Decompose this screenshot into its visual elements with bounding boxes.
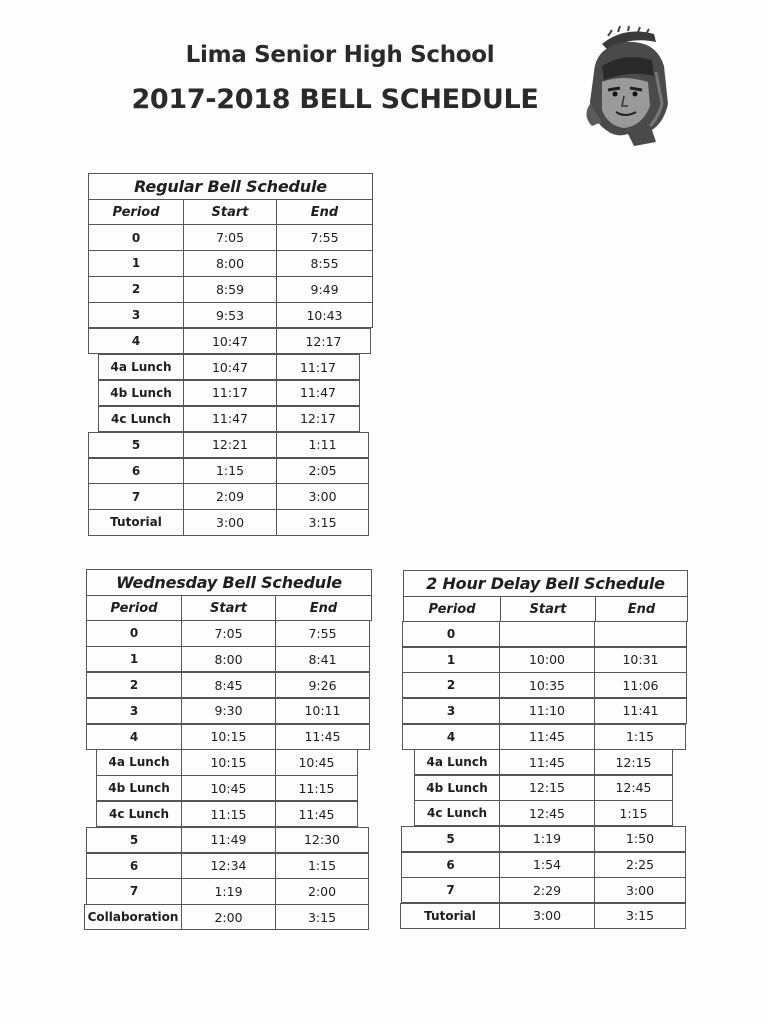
schedule-row-0 <box>88 224 373 250</box>
start-time-cell: 7:05 <box>181 621 275 645</box>
schedule-row-3 <box>88 302 373 328</box>
schedule-row-7 <box>88 483 369 509</box>
spartan-mascot-icon <box>572 26 684 148</box>
period-cell: 0 <box>131 230 141 245</box>
end-time-cell: 8:55 <box>276 251 372 275</box>
period-cell: 4a Lunch <box>108 755 170 770</box>
column-header-period: Period <box>110 600 158 616</box>
period-cell: 1 <box>129 652 139 667</box>
start-time-cell: 10:15 <box>181 750 275 774</box>
period-cell: 4b Lunch <box>110 385 172 400</box>
start-time-cell: 2:09 <box>183 484 276 508</box>
schedule-row-1 <box>402 647 687 673</box>
end-time-cell: 7:55 <box>276 225 372 249</box>
column-header-end: End <box>595 597 687 621</box>
start-time-cell: 1:19 <box>499 827 594 851</box>
end-time-cell: 8:41 <box>275 647 369 671</box>
period-cell: 3 <box>131 308 141 323</box>
period-cell: 4b Lunch <box>426 780 488 795</box>
end-time-cell: 7:55 <box>275 621 369 645</box>
period-cell: 7 <box>446 883 455 898</box>
column-header-end: End <box>275 596 371 620</box>
regular-bell-schedule <box>88 173 388 553</box>
period-cell: Collaboration <box>87 910 179 925</box>
start-time-cell: 8:00 <box>181 647 275 671</box>
end-time-cell: 11:06 <box>594 673 686 697</box>
period-cell: 4c Lunch <box>110 411 172 426</box>
period-cell: 4c Lunch <box>426 806 488 821</box>
end-time-cell: 11:45 <box>275 802 357 826</box>
schedule-row-5 <box>86 827 369 853</box>
schedule-row-6 <box>88 458 369 484</box>
start-time-cell: 12:15 <box>499 776 594 800</box>
end-time-cell: 3:15 <box>275 905 368 929</box>
start-time-cell: 11:49 <box>181 828 275 852</box>
school-name: Lima Senior High School <box>185 42 495 68</box>
start-time-cell: 8:45 <box>181 673 275 697</box>
end-time-cell: 1:15 <box>594 725 685 749</box>
start-time-cell: 1:54 <box>499 853 594 877</box>
start-time-cell: 3:00 <box>499 904 594 928</box>
start-time-cell: 1:15 <box>183 459 276 483</box>
period-cell: 4b Lunch <box>108 781 170 796</box>
end-time-cell: 11:17 <box>276 355 359 379</box>
period-cell: 1 <box>446 652 456 667</box>
schedule-row-collaboration <box>84 904 369 930</box>
end-time-cell: 2:05 <box>276 459 368 483</box>
end-time-cell: 1:11 <box>276 433 368 457</box>
period-cell: 4 <box>129 729 139 744</box>
period-cell: 0 <box>446 627 456 642</box>
start-time-cell: 12:45 <box>499 801 594 825</box>
start-time-cell: 7:05 <box>183 225 276 249</box>
end-time-cell: 10:43 <box>276 303 372 327</box>
schedule-row-6 <box>86 853 369 879</box>
end-time-cell: 10:31 <box>594 648 686 672</box>
start-time-cell <box>499 622 594 646</box>
end-time-cell: 10:45 <box>275 750 357 774</box>
schedule-row-4 <box>88 328 371 354</box>
period-cell: 6 <box>446 857 455 872</box>
end-time-cell: 3:00 <box>594 878 685 902</box>
schedule-title: Wednesday Bell Schedule <box>86 569 372 596</box>
schedule-row-3 <box>86 698 370 724</box>
period-cell: 4 <box>446 729 456 744</box>
schedule-row-4 <box>402 724 686 750</box>
schedule-row-4b-lunch <box>96 775 358 801</box>
start-time-cell: 10:47 <box>183 329 276 353</box>
period-cell: 3 <box>446 703 456 718</box>
wednesday-bell-schedule <box>86 569 386 949</box>
column-header-end: End <box>276 200 372 224</box>
schedule-row-4c-lunch <box>98 406 360 432</box>
period-cell: 2 <box>131 282 141 297</box>
column-header-start: Start <box>500 597 595 621</box>
end-time-cell: 12:17 <box>276 407 359 431</box>
end-time-cell: 11:41 <box>594 699 686 723</box>
schedule-title: 2 Hour Delay Bell Schedule <box>403 570 688 597</box>
column-header-row <box>88 199 373 225</box>
start-time-cell: 8:59 <box>183 277 276 301</box>
end-time-cell: 11:45 <box>275 725 369 749</box>
schedule-row-4a-lunch <box>98 354 360 380</box>
period-cell: 6 <box>131 463 141 478</box>
column-header-start: Start <box>183 200 276 224</box>
schedule-row-tutorial <box>400 903 686 929</box>
start-time-cell: 12:21 <box>183 433 276 457</box>
schedule-row-4 <box>86 724 370 750</box>
end-time-cell: 11:47 <box>276 381 359 405</box>
schedule-row-4c-lunch <box>414 800 673 826</box>
schedule-row-7 <box>86 878 369 904</box>
column-header-row <box>403 596 688 622</box>
period-cell: 7 <box>129 884 139 899</box>
end-time-cell: 3:15 <box>276 510 368 534</box>
schedule-row-0 <box>402 621 687 647</box>
schedule-row-4c-lunch <box>96 801 358 827</box>
period-cell: 2 <box>129 678 139 693</box>
end-time-cell: 11:15 <box>275 776 357 800</box>
start-time-cell: 11:17 <box>183 381 276 405</box>
start-time-cell: 9:53 <box>183 303 276 327</box>
end-time-cell: 9:26 <box>275 673 369 697</box>
start-time-cell: 11:15 <box>181 802 275 826</box>
column-header-period: Period <box>428 601 476 617</box>
column-header-start: Start <box>181 596 275 620</box>
start-time-cell: 2:00 <box>181 905 275 929</box>
end-time-cell: 1:15 <box>275 854 368 878</box>
start-time-cell: 11:45 <box>499 725 594 749</box>
start-time-cell: 11:45 <box>499 750 594 774</box>
end-time-cell: 3:00 <box>276 484 368 508</box>
page-title: 2017-2018 BELL SCHEDULE <box>131 84 539 115</box>
end-time-cell: 1:15 <box>594 801 672 825</box>
start-time-cell: 11:10 <box>499 699 594 723</box>
end-time-cell: 12:17 <box>276 329 370 353</box>
schedule-row-1 <box>86 646 370 672</box>
start-time-cell: 9:30 <box>181 699 275 723</box>
period-cell: 3 <box>129 703 139 718</box>
schedule-row-6 <box>401 852 686 878</box>
two-hour-delay-bell-schedule <box>403 570 703 950</box>
start-time-cell: 10:35 <box>499 673 594 697</box>
period-cell: 4a Lunch <box>426 755 488 770</box>
period-cell: Tutorial <box>110 515 162 530</box>
start-time-cell: 1:19 <box>181 879 275 903</box>
schedule-row-tutorial <box>88 509 369 535</box>
end-time-cell: 2:25 <box>594 853 685 877</box>
start-time-cell: 10:15 <box>181 725 275 749</box>
schedule-row-4a-lunch <box>414 749 673 775</box>
start-time-cell: 2:29 <box>499 878 594 902</box>
period-cell: 0 <box>129 626 139 641</box>
start-time-cell: 10:00 <box>499 648 594 672</box>
schedule-row-5 <box>401 826 686 852</box>
schedule-row-5 <box>88 432 369 458</box>
period-cell: 5 <box>446 831 455 846</box>
period-cell: 5 <box>129 832 139 847</box>
schedule-row-2 <box>88 276 373 302</box>
column-header-period: Period <box>112 204 160 220</box>
schedule-row-2 <box>86 672 370 698</box>
schedule-row-0 <box>86 620 370 646</box>
schedule-row-2 <box>402 672 687 698</box>
end-time-cell: 3:15 <box>594 904 685 928</box>
period-cell: 4c Lunch <box>108 807 170 822</box>
start-time-cell: 10:47 <box>183 355 276 379</box>
schedule-title: Regular Bell Schedule <box>88 173 373 200</box>
start-time-cell: 3:00 <box>183 510 276 534</box>
schedule-row-1 <box>88 250 373 276</box>
start-time-cell: 12:34 <box>181 854 275 878</box>
period-cell: 2 <box>446 678 456 693</box>
start-time-cell: 8:00 <box>183 251 276 275</box>
end-time-cell: 2:00 <box>275 879 368 903</box>
end-time-cell <box>594 622 686 646</box>
schedule-row-7 <box>401 877 686 903</box>
schedule-row-4a-lunch <box>96 749 358 775</box>
schedule-row-4b-lunch <box>414 775 673 801</box>
end-time-cell: 12:15 <box>594 750 672 774</box>
end-time-cell: 10:11 <box>275 699 369 723</box>
end-time-cell: 1:50 <box>594 827 685 851</box>
period-cell: 4a Lunch <box>110 360 172 375</box>
start-time-cell: 11:47 <box>183 407 276 431</box>
period-cell: 1 <box>131 256 141 271</box>
period-cell: Tutorial <box>424 908 476 923</box>
period-cell: 7 <box>131 489 141 504</box>
period-cell: 5 <box>131 437 141 452</box>
period-cell: 4 <box>131 334 141 349</box>
schedule-row-4b-lunch <box>98 380 360 406</box>
period-cell: 6 <box>129 858 139 873</box>
end-time-cell: 12:45 <box>594 776 672 800</box>
end-time-cell: 9:49 <box>276 277 372 301</box>
start-time-cell: 10:45 <box>181 776 275 800</box>
end-time-cell: 12:30 <box>275 828 368 852</box>
schedule-row-3 <box>402 698 687 724</box>
column-header-row <box>86 595 372 621</box>
